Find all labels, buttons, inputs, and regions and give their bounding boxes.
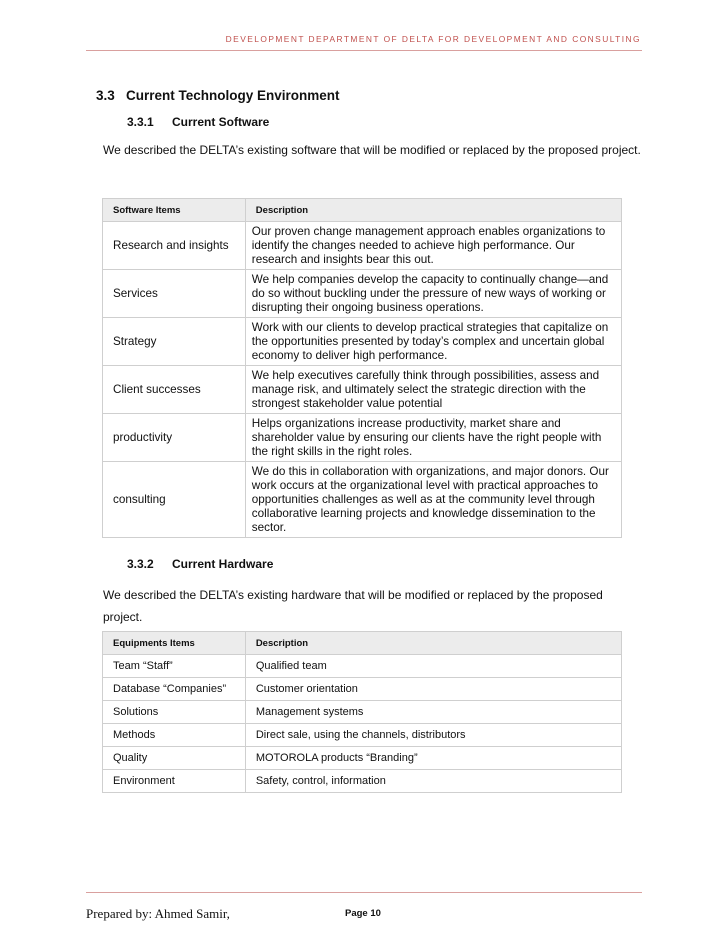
hardware-table: [102, 631, 622, 793]
item-cell: Team “Staff”: [103, 655, 246, 678]
item-cell: Strategy: [103, 318, 246, 366]
description-cell: Management systems: [245, 701, 621, 724]
description-cell: We do this in collaboration with organizations, and major donors. Our work occurs at the organizational level with practical approaches to opportunities challenges as well as at the community level through collaborative learning projects and knowledge dissemination to the sector.: [245, 462, 621, 538]
description-cell: MOTOROLA products “Branding”: [245, 747, 621, 770]
software-title: Current Software: [172, 115, 270, 129]
description-cell: Customer orientation: [245, 678, 621, 701]
item-cell: Client successes: [103, 366, 246, 414]
description-cell: Safety, control, information: [245, 770, 621, 793]
section-number: 3.3: [96, 88, 115, 103]
software-number: 3.3.1: [127, 115, 154, 129]
page-number: Page 10: [345, 908, 381, 919]
item-cell: consulting: [103, 462, 246, 538]
column-header: Description: [245, 199, 621, 222]
table-row: [103, 222, 622, 270]
column-header: Software Items: [103, 199, 246, 222]
hardware-title: Current Hardware: [172, 557, 274, 571]
table-header-row: [103, 199, 622, 222]
item-cell: Database “Companies”: [103, 678, 246, 701]
hardware-intro: We described the DELTA’s existing hardware that will be modified or replaced by the proposed project.: [103, 588, 603, 624]
item-cell: Services: [103, 270, 246, 318]
table-row: [103, 747, 622, 770]
software-intro: We described the DELTA’s existing software that will be modified or replaced by the proposed project.: [103, 143, 641, 157]
item-cell: Methods: [103, 724, 246, 747]
table-row: [103, 414, 622, 462]
description-cell: Our proven change management approach enables organizations to identify the changes needed to achieve high performance. Our research and insights bear this out.: [245, 222, 621, 270]
footer-divider: [86, 892, 642, 893]
software-heading: [127, 115, 269, 129]
table-row: [103, 318, 622, 366]
column-header: Description: [245, 632, 621, 655]
table-row: [103, 678, 622, 701]
section-title: Current Technology Environment: [126, 88, 340, 103]
table-header-row: [103, 632, 622, 655]
header-divider: [86, 50, 642, 51]
description-cell: We help executives carefully think through possibilities, assess and manage risk, and ultimately select the strategic direction with the strongest stakeholder value potential: [245, 366, 621, 414]
description-cell: We help companies develop the capacity to continually change—and do so without buckling under the pressure of new ways of working or disrupting their ongoing business operations.: [245, 270, 621, 318]
table-row: [103, 366, 622, 414]
item-cell: Environment: [103, 770, 246, 793]
description-cell: Helps organizations increase productivity, market share and shareholder value by ensuring our clients have the right people with the right skills in the right roles.: [245, 414, 621, 462]
description-cell: Direct sale, using the channels, distributors: [245, 724, 621, 747]
table-row: [103, 462, 622, 538]
item-cell: Quality: [103, 747, 246, 770]
table-row: [103, 655, 622, 678]
table-row: [103, 701, 622, 724]
description-cell: Work with our clients to develop practical strategies that capitalize on the opportunities presented by today’s complex and uncertain global economy to deliver high performance.: [245, 318, 621, 366]
hardware-number: 3.3.2: [127, 557, 154, 571]
item-cell: Solutions: [103, 701, 246, 724]
section-heading: [96, 88, 340, 103]
table-row: [103, 270, 622, 318]
header-title: DEVELOPMENT DEPARTMENT OF DELTA FOR DEVELOPMENT AND CONSULTING: [225, 34, 641, 44]
prepared-by: Prepared by: Ahmed Samir,: [86, 906, 230, 921]
hardware-heading: [127, 557, 273, 571]
software-table: [102, 198, 622, 538]
item-cell: productivity: [103, 414, 246, 462]
item-cell: Research and insights: [103, 222, 246, 270]
table-row: [103, 770, 622, 793]
column-header: Equipments Items: [103, 632, 246, 655]
description-cell: Qualified team: [245, 655, 621, 678]
table-row: [103, 724, 622, 747]
